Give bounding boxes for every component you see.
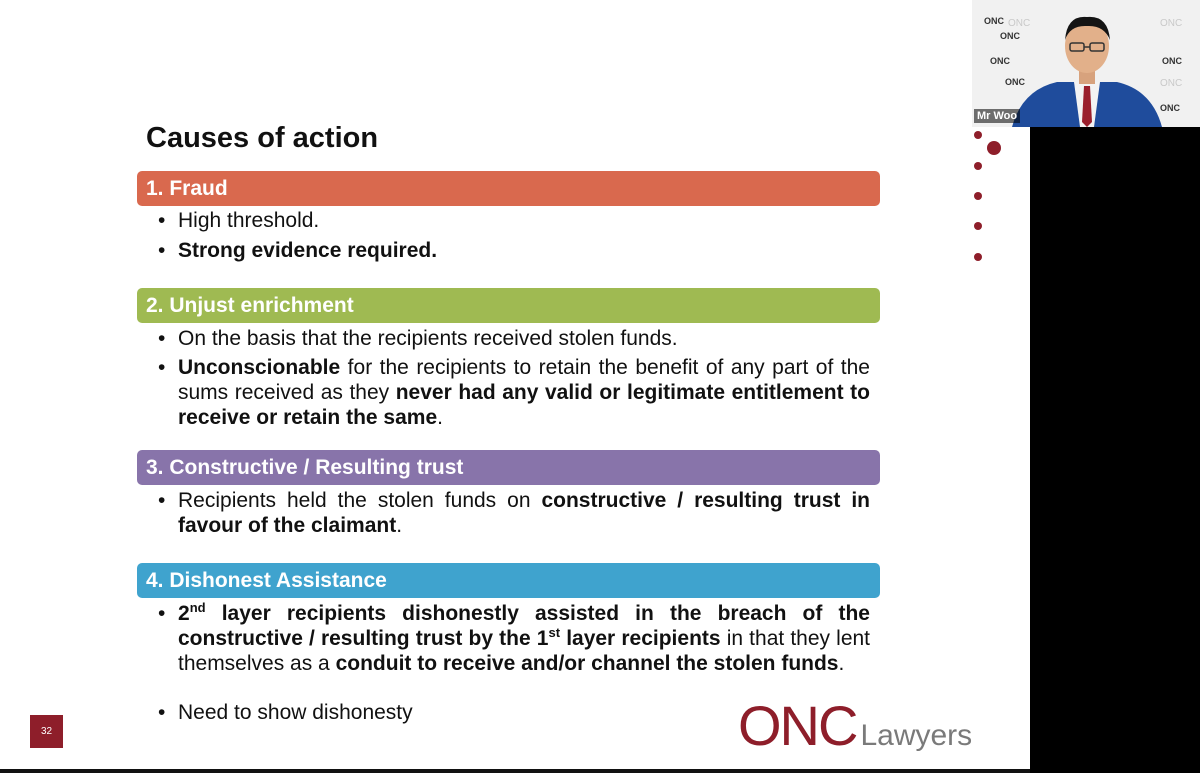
bullet-item: [158, 355, 870, 430]
text-phrase: for the recipients to retain the benefit of any part of the sums received as they: [178, 356, 870, 404]
watermark-text: ONC: [990, 56, 1010, 66]
bullet-item: [158, 326, 870, 351]
watermark-text: ONC: [1008, 18, 1031, 29]
bullet-text: [178, 355, 870, 430]
decor-dot-icon: [974, 162, 982, 170]
section-header-fraud: 1. Fraud: [137, 171, 880, 206]
section-header-dishonest-assistance: 4. Dishonest Assistance: [137, 563, 880, 598]
bullet-dot-icon: •: [158, 489, 166, 512]
bullet-text: [178, 488, 870, 538]
logo-brand: ONC: [738, 694, 857, 757]
bold-phrase: 2nd layer recipients dishonestly assisted in the breach of the constructive / resulting trust by the 1st layer recipients: [178, 600, 870, 650]
bullet-dot-icon: •: [158, 327, 166, 350]
text-phrase: .: [396, 514, 403, 537]
bullet-text: Strong evidence required.: [178, 239, 438, 262]
text-phrase: in that they lent themselves as a: [178, 627, 871, 675]
onc-lawyers-logo: [738, 693, 972, 763]
bold-phrase: constructive / resulting trust in favour of the claimant: [178, 489, 870, 537]
slide-title: Causes of action: [146, 122, 379, 154]
participant-video-tile[interactable]: [972, 0, 1200, 127]
bold-phrase: never had any valid or legitimate entitlement to receive or retain the same: [178, 381, 870, 429]
decor-dot-icon: [987, 141, 1001, 155]
logo-suffix: Lawyers: [860, 719, 973, 752]
bullet-dot-icon: •: [158, 356, 166, 379]
decor-dot-icon: [974, 253, 982, 261]
bullet-dot-icon: •: [158, 209, 166, 232]
watermark-text: ONC: [1005, 77, 1025, 87]
text-phrase: Recipients held the stolen funds on: [178, 489, 542, 512]
section-header-unjust-enrichment: 2. Unjust enrichment: [137, 288, 880, 323]
bullet-text: On the basis that the recipients received stolen funds.: [178, 327, 678, 350]
bullet-item: [158, 601, 870, 676]
window-bottom-border: [0, 769, 1030, 773]
decor-dot-icon: [974, 192, 982, 200]
bullet-text: [178, 601, 870, 676]
watermark-text: ONC: [1000, 31, 1020, 41]
watermark-text: ONC: [984, 16, 1004, 26]
bullet-dot-icon: •: [158, 701, 166, 724]
watermark-text: ONC: [1160, 103, 1180, 113]
person-silhouette-icon: [1012, 10, 1162, 127]
bullet-text: High threshold.: [178, 209, 320, 232]
bullet-item: [158, 488, 870, 538]
empty-video-area: [1030, 127, 1200, 773]
section-header-constructive-trust: 3. Constructive / Resulting trust: [137, 450, 880, 485]
text-phrase: .: [437, 406, 443, 429]
bullet-text: Need to show dishonesty: [178, 701, 413, 724]
bold-phrase: Unconscionable: [178, 356, 341, 379]
participant-name-label: Mr Woo: [974, 109, 1020, 123]
bullet-dot-icon: •: [158, 239, 166, 262]
watermark-text: ONC: [1160, 18, 1183, 29]
bold-phrase: conduit to receive and/or channel the stolen funds: [335, 652, 839, 675]
bullet-dot-icon: •: [158, 602, 166, 625]
decor-dot-icon: [974, 222, 982, 230]
bullet-item: [158, 238, 870, 263]
decor-dot-icon: [974, 131, 982, 139]
watermark-text: ONC: [1162, 56, 1182, 66]
text-phrase: .: [838, 652, 845, 675]
watermark-text: ONC: [1160, 78, 1183, 89]
bullet-item: [158, 208, 870, 233]
slide-page-number: 32: [30, 715, 63, 748]
